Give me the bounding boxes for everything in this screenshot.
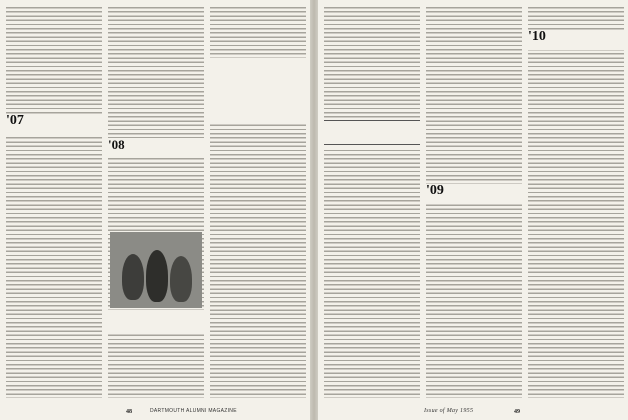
page-number-left: 48 bbox=[126, 409, 132, 415]
left-page-column-2 bbox=[108, 6, 204, 398]
body-text bbox=[108, 6, 204, 398]
alumni-fund-box bbox=[324, 118, 420, 148]
left-page bbox=[0, 0, 310, 420]
class-reunion-photo bbox=[110, 232, 202, 308]
photo-caption-block bbox=[108, 310, 204, 332]
class-heading-1910 bbox=[528, 30, 624, 50]
issue-label: Issue of May 1955 bbox=[424, 408, 474, 414]
right-page-column-2 bbox=[426, 6, 522, 398]
left-page-column-3 bbox=[210, 6, 306, 398]
binding-gutter bbox=[310, 0, 318, 420]
body-text bbox=[6, 6, 102, 398]
class-heading-1909 bbox=[426, 184, 522, 204]
class-heading-1907 bbox=[6, 114, 102, 136]
right-page-column-3 bbox=[528, 6, 624, 398]
page-number-right: 49 bbox=[514, 409, 520, 415]
class-numeral: '07 bbox=[6, 113, 24, 128]
body-text bbox=[324, 6, 420, 398]
right-page bbox=[318, 0, 628, 420]
class-numeral: '10 bbox=[528, 29, 546, 44]
body-text bbox=[528, 6, 624, 398]
class-numeral: '08 bbox=[108, 137, 125, 152]
honor-roll-list bbox=[210, 58, 306, 124]
right-page-column-1 bbox=[324, 6, 420, 398]
class-heading-1908 bbox=[108, 138, 204, 158]
magazine-footer: DARTMOUTH ALUMNI MAGAZINE bbox=[150, 408, 237, 414]
class-numeral: '09 bbox=[426, 183, 444, 198]
left-page-column-1 bbox=[6, 6, 102, 398]
